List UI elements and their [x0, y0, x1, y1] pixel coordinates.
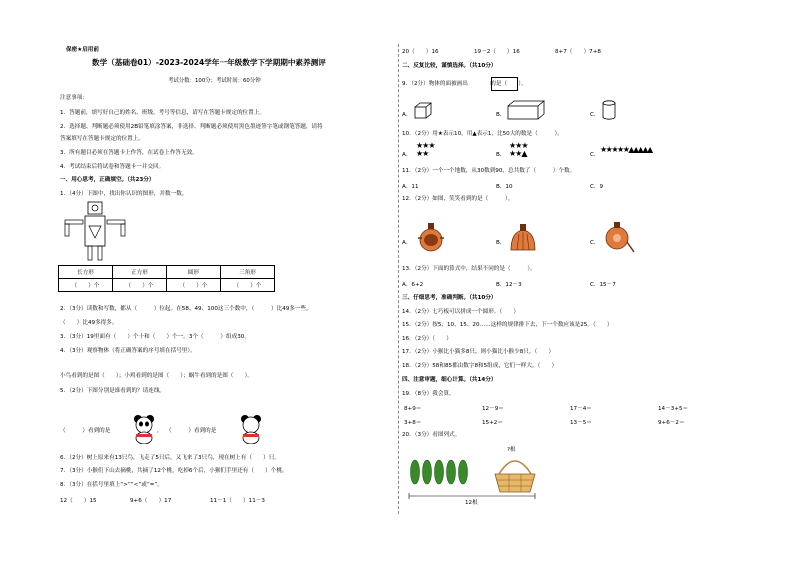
teapot-side-icon — [416, 220, 446, 254]
question-16: 16．（2分）（ ） — [402, 336, 452, 342]
q13-option-c[interactable]: C．15－7 — [590, 282, 616, 288]
q9-option-a[interactable]: A． — [402, 112, 412, 118]
column-divider — [398, 44, 399, 514]
question-20: 20．（3分）看图列式。 — [402, 432, 461, 438]
note-3: 3．所有题目必须在答题卡上作答，在试卷上作答无效。 — [60, 150, 198, 156]
q5-left-text: （ ）看到的是 — [60, 428, 111, 434]
question-7: 7．（3分）小猴们下山去摘桃，共摘了12个桃，吃掉6个后，小猴们手里还有（ ）个桃。 — [60, 468, 288, 474]
question-2-cont: （ ）比49多得多。 — [60, 320, 118, 326]
question-4-answers: 小鸟看到的是图（ ）；小鸡看到的是图（ ）；蜗牛看到的是图（ ）。 — [60, 373, 253, 379]
question-18: 18．（2分）58和85都由数字8和5组成，它们一样大。（ ） — [402, 363, 558, 369]
question-14: 14．（2分）七巧板可以拼成一个圆形。（ ） — [402, 309, 519, 315]
section1-heading: 一、用心思考，正确填空。（共23分） — [60, 177, 155, 183]
question-1: 1．（4分）下图中，找出你认识的图形，并数一数。 — [60, 191, 188, 197]
section4-heading: 四、注意审题，细心计算。（共14分） — [402, 377, 497, 383]
question-8: 8．（3分）在括号里填上“>”“<”或“=”。 — [60, 482, 163, 488]
stars-option-a: ★★★ ★★ — [416, 141, 435, 158]
q10-option-a[interactable]: A． — [402, 152, 412, 158]
compare-item: 11－1（ ）11－3 — [210, 498, 265, 504]
stars-option-c: ★★★★★▲▲▲▲▲ — [600, 145, 652, 154]
q10-option-c[interactable]: C． — [590, 152, 600, 158]
table-cell-circle[interactable]: （ ）个 — [167, 279, 221, 292]
table-cell-rectangle[interactable]: （ ）个 — [59, 279, 113, 292]
table-cell-triangle[interactable]: （ ）个 — [221, 279, 275, 292]
question-6: 6．（2分）树上原来有13只鸟，飞走了5只后，又飞来了3只鸟，现在树上有（ ）只。 — [60, 455, 280, 461]
question-4: 4．（3分）观察物体（将正确答案的序号填在括号里）。 — [60, 348, 196, 354]
note-2-cont: 答案填写在答题卡规定的位置上。 — [60, 136, 144, 142]
question-9: 9．（2分）物体的面被画出 的是（ ）。 — [402, 81, 527, 87]
question-11: 11．（2分）一个一个地数，从30数到90，总共数了（ ）个数。 — [402, 168, 576, 174]
compare-item: 8+7（ ）7+8 — [555, 49, 601, 55]
compare-item: 20（ ）16 — [402, 49, 439, 55]
calc-item[interactable]: 17－4＝ — [570, 406, 592, 412]
table-header-rectangle: 长方形 — [59, 266, 113, 279]
question-2: 2．（3分）读数和写数，都从（ ）位起。在58、49、100这三个数中，（ ）比49多一些。 — [60, 306, 312, 312]
calc-item[interactable]: 15+2＝ — [482, 420, 503, 426]
q12-option-b[interactable]: B． — [496, 240, 506, 246]
question-13: 13．（2分）下面的算式中，结果不同的是（ ）。 — [402, 266, 536, 272]
table-cell-square[interactable]: （ ）个 — [113, 279, 167, 292]
question-5: 5．（2分）下图分别是谁看到的？请连线。 — [60, 388, 166, 394]
note-4: 4．考试结束后将试卷和答题卡一并交回。 — [60, 164, 165, 170]
calc-item[interactable]: 14－3+5＝ — [658, 406, 689, 412]
teapot-angle-icon — [602, 220, 636, 256]
note-2: 2．选择题、判断题必须使用2B铅笔填涂答案，非选择、判断题必须使用黑色墨迹签字笔或钢笔答题，请将 — [60, 124, 323, 130]
q11-option-a[interactable]: A．11 — [402, 184, 419, 190]
compare-item: 9+6（ ）17 — [130, 498, 172, 504]
panda-back-icon — [240, 414, 262, 444]
teapot-front-icon — [508, 222, 538, 254]
panda-icon — [133, 414, 155, 444]
question-19: 19．（8分）我会算。 — [402, 391, 455, 397]
q9-option-c[interactable]: C． — [590, 112, 600, 118]
exam-title: 数学（基础卷01）-2023-2024学年一年级数学下学期期中素养测评 — [92, 58, 326, 67]
compare-item: 19－2（ ）16 — [474, 49, 520, 55]
notes-heading: 注意事项： — [60, 95, 88, 101]
question-17: 17．（2分）小猴比小猫多8只，则小猫比小猴少8只。（ ） — [402, 349, 555, 355]
calc-item[interactable]: 9+6－2＝ — [658, 420, 685, 426]
q12-option-a[interactable]: A． — [402, 240, 412, 246]
table-header-triangle: 三角形 — [221, 266, 275, 279]
question-3: 3．（3分）19里面有（ ）个十和（ ）个一。3个（ ）组成30。 — [60, 334, 250, 340]
q11-option-c[interactable]: C．9 — [590, 184, 604, 190]
basket-label: ?根 — [507, 447, 516, 453]
q5-right-text: （ ）看到的是 — [166, 428, 217, 434]
compare-item: 12（ ）15 — [60, 498, 97, 504]
note-1: 1．答题前，填写好自己的姓名、班级、考号等信息，请写在答题卡规定的位置上。 — [60, 110, 265, 116]
cylinder-icon — [602, 100, 616, 120]
q9-option-b[interactable]: B． — [496, 112, 506, 118]
shapes-table — [58, 265, 275, 292]
robot-figure — [60, 200, 130, 264]
q10-option-b[interactable]: B． — [496, 152, 506, 158]
question-12: 12．（2分）如图，笑笑看到的是（ ）。 — [402, 196, 514, 202]
cuboid-icon — [507, 100, 545, 120]
exam-info: 考试分数：100分；考试时间：60分钟 — [168, 78, 261, 84]
table-header-square: 正方形 — [113, 266, 167, 279]
calc-item[interactable]: 12－9＝ — [482, 406, 504, 412]
secret-label: 保密★启用前 — [66, 47, 99, 53]
question-10: 10．（2分）用★表示10，用▲表示1，比50大的数是（ ）。 — [402, 131, 563, 137]
stars-option-b: ★★★ ★★▲ — [509, 141, 528, 158]
q5-comma: ， — [157, 428, 163, 434]
section3-heading: 三、仔细思考，准确判断。（共10分） — [402, 295, 497, 301]
calc-item[interactable]: 3+8＝ — [404, 420, 422, 426]
table-header-circle: 圆形 — [167, 266, 221, 279]
q12-option-c[interactable]: C． — [590, 240, 600, 246]
calc-item[interactable]: 8+9＝ — [404, 406, 422, 412]
total-label: 12根 — [465, 500, 478, 506]
q11-option-b[interactable]: B．10 — [496, 184, 513, 190]
q13-option-b[interactable]: B．12－3 — [496, 282, 522, 288]
q13-option-a[interactable]: A．6+2 — [402, 282, 424, 288]
calc-item[interactable]: 13－5＝ — [570, 420, 592, 426]
cube-icon — [414, 102, 432, 120]
question-15: 15．（2分）按5、10、15、20……这样的规律排下去，下一个数应该是25。（ ） — [402, 322, 613, 328]
section2-heading: 二、反复比较，谨慎选择。（共10分） — [402, 63, 497, 69]
face-box — [491, 77, 518, 91]
